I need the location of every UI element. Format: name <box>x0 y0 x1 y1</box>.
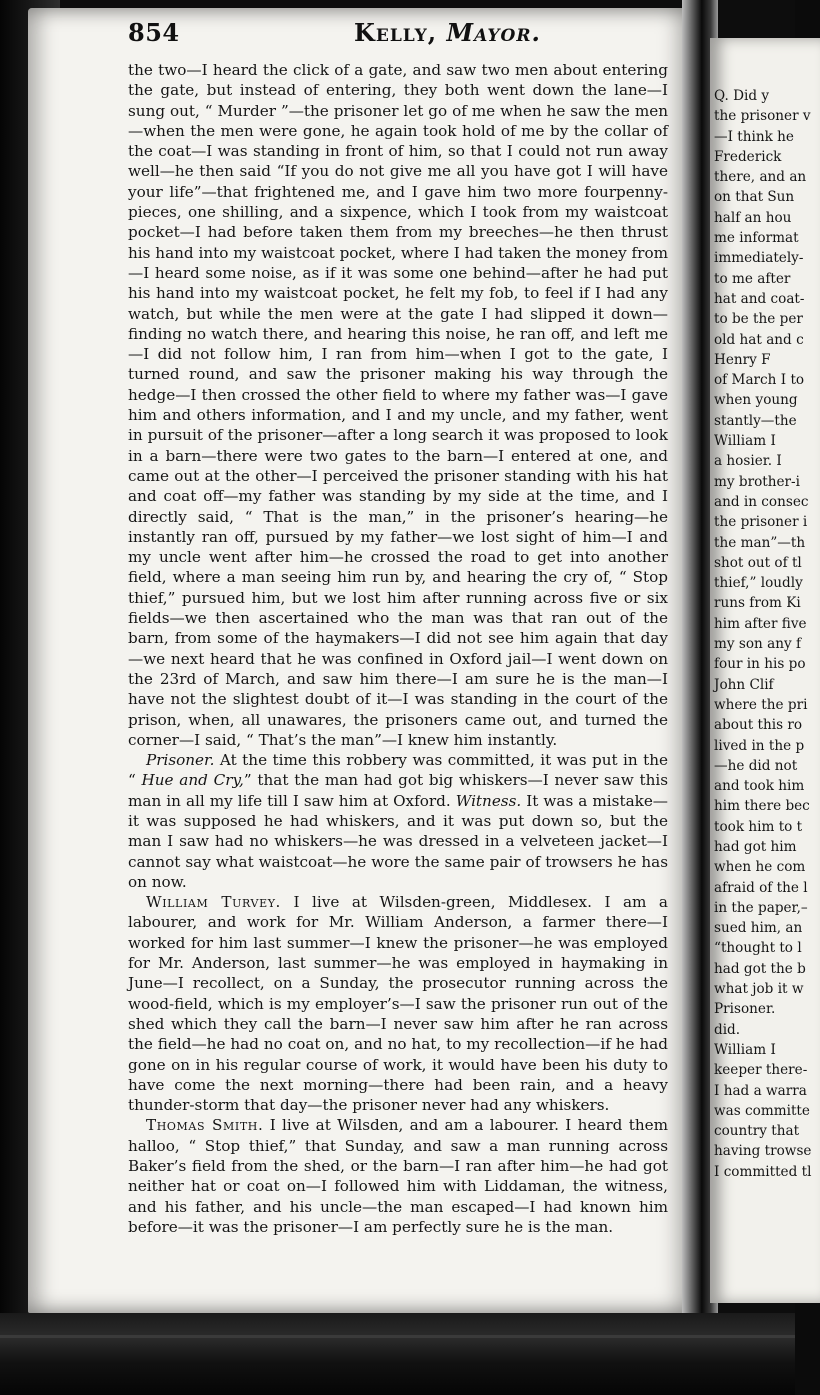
right-page-line: sued him, an <box>714 920 803 937</box>
right-page-line: shot out of tl <box>714 554 802 571</box>
text-run: At the time this robbery was committed, it was put in the “ <box>128 751 668 790</box>
right-page-line: there, and an <box>714 169 807 186</box>
paragraph <box>128 60 668 750</box>
right-page-line: hat and coat- <box>714 290 805 307</box>
right-page-line: runs from Ki <box>714 595 801 612</box>
right-page-line: had got him <box>714 838 797 855</box>
text-run: Hue and Cry, <box>141 771 244 790</box>
text-run: ” that the man had got big whiskers—I never saw this man in all my life till I saw him at Oxford. <box>128 771 669 810</box>
body-text <box>128 60 668 1237</box>
right-page-line: having trowse <box>714 1143 812 1160</box>
text-run: Witness. <box>455 791 522 810</box>
paragraph <box>128 1115 668 1237</box>
right-page-line: John Clif <box>714 676 774 693</box>
right-page-line: in the paper,– <box>714 899 808 916</box>
right-page-line: when he com <box>714 859 806 876</box>
text-run: Thomas Smith. <box>146 1116 264 1135</box>
right-page-line: him there bec <box>714 798 810 815</box>
right-page-line: of March I to <box>714 372 805 389</box>
page-bottom-line <box>0 1335 795 1338</box>
right-page-line: four in his po <box>714 656 806 673</box>
right-page-line: to me after <box>714 270 791 287</box>
right-page-line: afraid of the l <box>714 879 808 896</box>
right-page-line: stantly—the <box>714 412 797 429</box>
right-page-line: William I <box>714 433 776 450</box>
text-run: Prisoner. <box>146 751 215 770</box>
right-page-line: Prisoner. <box>714 1001 776 1018</box>
right-page-line: old hat and c <box>714 331 804 348</box>
right-page-line: a hosier. I <box>714 453 782 470</box>
right-page-line: when young <box>714 392 798 409</box>
right-page-line: I had a warra <box>714 1082 807 1099</box>
right-page-line: my son any f <box>714 636 802 653</box>
paragraph <box>128 750 668 892</box>
text-run: It was a mistake—it was supposed he had whiskers, and it was put down so, but the man I saw had no whiskers—he was dressed in a velveteen jacket—I cannot say what waistcoat—he wore the same pair of trowsers he has on now. <box>128 791 668 891</box>
page-number: 854 <box>128 18 180 47</box>
right-page-line: —I think he <box>714 128 794 145</box>
right-page-fragment <box>710 38 820 1303</box>
text-run: I live at Wilsden-green, Middlesex. I am a labourer, and work for Mr. William Anderson, a farmer there—I worked for him last summer—I knew the prisoner—he was employed for Mr. Anderson, last summer—he was employed in haymaking in June—I recollect, on a Sunday, the prosecutor running across the wood-field, which is my employer’s—I saw the prisoner run out of the shed which they call the barn—I never saw him after he ran across the field—he had no coat on, and no hat, to my recollection—if he had gone on in his regular course of work, it would have been his duty to have come the next morning—there had been rain, and a heavy thunder-storm that day—the prisoner never had any whiskers. <box>128 893 668 1115</box>
right-page-line: my brother-i <box>714 473 800 490</box>
head-name: Kelly, <box>354 18 438 47</box>
right-page-line: half an hou <box>714 209 792 226</box>
right-page-line: keeper there- <box>714 1062 808 1079</box>
text-run: the two—I heard the click of a gate, and saw two men about entering the gate, but instead of entering, they both went down the lane—I sung out, “ Murder ”—the prisoner let go of me when he saw the men—when the men were gone, he again took hold of me by the collar of the coat—I was standing in front of him, so that I could not run away well—he then said “If you do not give me all you have got I will have your life”—that frightened me, and I gave him two more fourpenny-pieces, one shilling, and a sixpence, which I took from my waistcoat pocket—I had before taken them from my breeches—he then thrust his hand into my waistcoat pocket, where I had taken the money from—I heard some noise, as if it was some one behind—after he had put his hand into my waistcoat pocket, he felt my fob, to feel if I had any watch, but while the men were at the gate I had slipped it down—finding no watch there, and hearing this noise, he ran off, and left me—I did not follow him, I ran from him—when I got to the gate, I turned round, and saw the prisoner making his way through the hedge—I then crossed the other field to where my father was—I gave him and others information, and I and my uncle, and my father, went in pursuit of the prisoner—after a long search it was proposed to look in a barn—there were two gates to the barn—I entered at one, and came out at the other—I perceived the prisoner standing with his hat and coat off—my father was standing by my side at the time, and I directly said, “ That is the man,” in the prisoner’s hearing—he instantly ran off, pursued by my father—we lost sight of him—I and my uncle went after him—he crossed the road to get into another field, where a man seeing him run by, and hearing the cry of, “ Stop thief,” pursued him, but we lost him after running across five or six fields—we then ascertained who the man was that ran out of the barn, from some of the haymakers—I did not see him again that day—we next heard that he was confined in Oxford jail—I went down on the 23rd of March, and saw him there—I am sure he is the man—I have not the slightest doubt of it—I was standing in the court of the prison, when, all unawares, the prisoners came out, and turned the corner—I said, “ That’s the man”—I knew him instantly. <box>128 61 668 749</box>
right-page-line: the man”—th <box>714 534 806 551</box>
text-run: I live at Wilsden, and am a labourer. I heard them halloo, “ Stop thief,” that Sunday, and saw a man running across Baker’s field from the shed, or the barn—I ran after him—he had got neither hat or coat on—I followed him with Liddaman, the witness, and his father, and his uncle—the man escaped—I had known him before—it was the prisoner—I am perfectly sure he is the man. <box>128 1116 668 1236</box>
right-page-line: and took him <box>714 778 805 795</box>
left-page <box>28 8 696 1313</box>
head-office: Mayor. <box>446 18 541 47</box>
right-page-line: and in consec <box>714 493 809 510</box>
paragraph <box>128 892 668 1115</box>
head-title <box>354 18 541 47</box>
right-page-line: —he did not <box>714 757 798 774</box>
right-page-line: Henry F <box>714 351 771 368</box>
right-page-line: I committed tl <box>714 1163 812 1180</box>
right-page-line: what job it w <box>714 981 804 998</box>
right-page-line: lived in the p <box>714 737 805 754</box>
right-page-line: where the pri <box>714 696 808 713</box>
right-page-line: to be the per <box>714 311 803 328</box>
right-page-line: the prisoner v <box>714 108 811 125</box>
right-page-line: was committe <box>714 1102 810 1119</box>
right-page-line: took him to t <box>714 818 803 835</box>
right-page-line: on that Sun <box>714 189 795 206</box>
right-page-line: William I <box>714 1041 776 1058</box>
scanner-bottom-edge <box>0 1313 795 1395</box>
right-page-line: thief,” loudly <box>714 575 803 592</box>
right-page-line: about this ro <box>714 717 803 734</box>
right-page-line: him after five <box>714 615 807 632</box>
running-head <box>128 18 668 52</box>
right-page-line: Q. Did y <box>714 88 770 104</box>
right-page-line: me informat <box>714 230 799 247</box>
right-page-line: the prisoner i <box>714 514 808 531</box>
right-page-line: immediately- <box>714 250 804 267</box>
right-page-text <box>714 86 814 1182</box>
right-page-line: did. <box>714 1021 741 1038</box>
right-page-line: had got the b <box>714 960 806 977</box>
right-page-line: Frederick <box>714 148 782 165</box>
right-page-line: “thought to l <box>714 940 802 957</box>
right-page-line: country that <box>714 1123 800 1140</box>
text-run: William Turvey. <box>146 893 281 912</box>
